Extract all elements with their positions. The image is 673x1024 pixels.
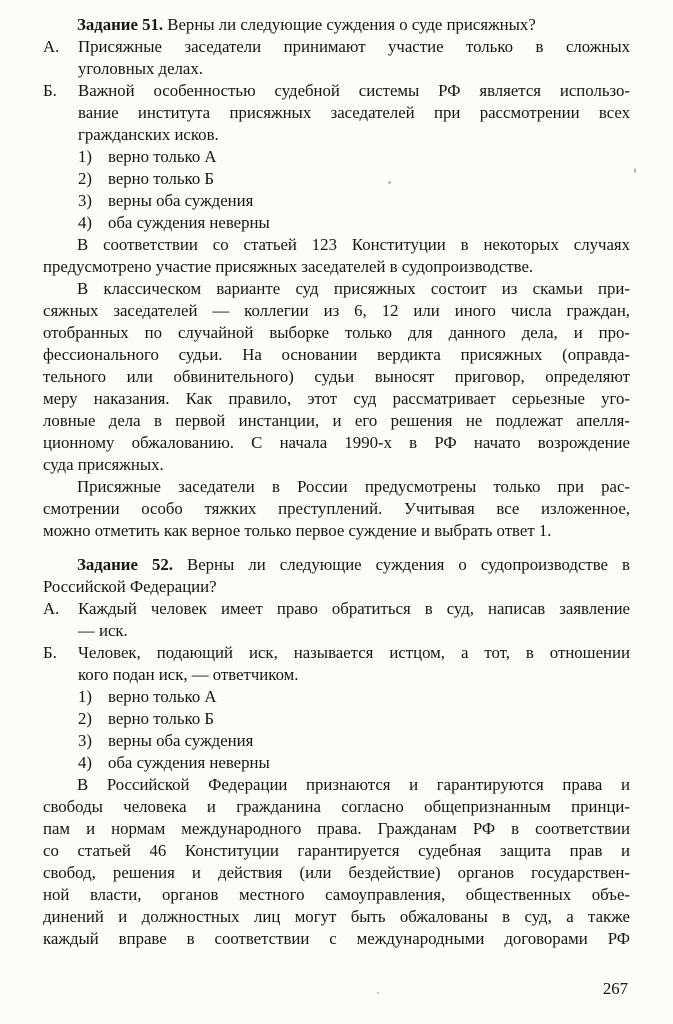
paragraph — [43, 476, 630, 542]
option-label: верны оба суждения — [108, 731, 254, 750]
paragraph-line: отобранных по случайной выборке только для данного дела, и про- — [43, 323, 630, 342]
task-2 — [43, 554, 630, 950]
task-title — [43, 554, 630, 598]
option-number: 3) — [78, 731, 92, 750]
answer-option — [78, 686, 630, 708]
option-number: 3) — [78, 191, 92, 210]
paragraph-line: фессионального судьи. На основании вердикта присяжных (оправда- — [43, 345, 630, 364]
task-1 — [43, 14, 630, 542]
paragraph-line: суда присяжных. — [43, 455, 164, 474]
paragraph-line: В Российской Федерации признаются и гарантируются права и — [77, 775, 630, 794]
paragraph — [43, 774, 630, 950]
statement-label: Б. — [43, 643, 57, 662]
page-body — [43, 14, 630, 950]
statement — [43, 80, 630, 146]
paragraph-line: смотрении особо тяжких преступлений. Учитывая все изложенное, — [43, 499, 630, 518]
statement-text — [78, 598, 630, 642]
option-label: верны оба суждения — [108, 191, 254, 210]
paragraph-line: каждый вправе в соответствии с международными договорами РФ — [43, 929, 630, 948]
option-number: 1) — [78, 147, 92, 166]
option-label: верно только А — [108, 147, 217, 166]
paragraph-line: динений и должностных лиц могут быть обжалованы в суд, а также — [43, 907, 630, 926]
paragraph-line: свободы человека и гражданина согласно общепризнанным принци- — [43, 797, 630, 816]
paragraph-line: В классическом варианте суд присяжных состоит из скамьи при- — [77, 279, 630, 298]
task-title-line: Российской Федерации? — [43, 577, 217, 596]
option-number: 2) — [78, 169, 92, 188]
statement — [43, 598, 630, 642]
paragraph-line: предусмотрено участие присяжных заседателей в судопроизводстве. — [43, 257, 534, 276]
answer-option — [78, 190, 630, 212]
statement-label: А. — [43, 599, 60, 618]
statement-line: — иск. — [78, 621, 128, 640]
paragraph-line: тельного или обвинительного) судьи выносят приговор, определяют — [43, 367, 630, 386]
paragraph-line: В соответствии со статьей 123 Конституции в некоторых случаях — [77, 235, 630, 254]
statement — [43, 36, 630, 80]
option-number: 4) — [78, 753, 92, 772]
answer-option — [78, 168, 630, 190]
page-number: 267 — [602, 979, 628, 998]
paragraph-line: свобод, решения и действия (или бездействие) органов государствен- — [43, 863, 630, 882]
statement-line: Важной особенностью судебной системы РФ является использо- — [78, 81, 630, 100]
paragraph-line: ционному обжалованию. С начала 1990-х в РФ начато возрождение — [43, 433, 630, 452]
statement-label: А. — [43, 37, 60, 56]
statement-line: Присяжные заседатели принимают участие только в сложных — [78, 37, 630, 56]
paragraph-line: ловные дела в первой инстанции, и его решения не подлежат апелля- — [43, 411, 630, 430]
options-list — [43, 146, 630, 234]
statement-line: Каждый человек имеет право обратиться в суд, написав заявление — [78, 599, 630, 618]
statement — [43, 642, 630, 686]
task-title-line: Задание 52. Верны ли следующие суждения о судопроизводстве в — [77, 555, 630, 574]
answer-option — [78, 730, 630, 752]
paragraph-line: Присяжные заседатели в России предусмотрены только при рас- — [77, 477, 630, 496]
option-label: верно только Б — [108, 169, 215, 188]
task-number: Задание 52. — [77, 555, 173, 574]
task-number: Задание 51. — [77, 15, 164, 34]
statement-line: вание института присяжных заседателей при рассмотрении всех — [78, 103, 630, 122]
options-list — [43, 686, 630, 774]
statement-line: кого подан иск, — ответчиком. — [78, 665, 299, 684]
task-title-line: Задание 51. Верны ли следующие суждения о суде присяжных? — [77, 15, 536, 34]
answer-option — [78, 752, 630, 774]
answer-option — [78, 212, 630, 234]
option-number: 4) — [78, 213, 92, 232]
option-label: верно только А — [108, 687, 217, 706]
statement-line: Человек, подающий иск, называется истцом, а тот, в отношении — [78, 643, 630, 662]
answer-option — [78, 146, 630, 168]
answer-option — [78, 708, 630, 730]
statement-text — [78, 36, 630, 80]
paragraph-line: ной власти, органов местного самоуправления, общественных объе- — [43, 885, 630, 904]
option-number: 2) — [78, 709, 92, 728]
statement-text — [78, 642, 630, 686]
paragraph-line: сяжных заседателей — коллегии из 6, 12 или иного числа граждан, — [43, 301, 630, 320]
statement-line: гражданских исков. — [78, 125, 219, 144]
scan-speck — [377, 992, 379, 994]
task-title — [43, 14, 630, 36]
paragraph-line: пам и нормам международного права. Гражданам РФ в соответствии — [43, 819, 630, 838]
option-label: оба суждения неверны — [108, 213, 270, 232]
paragraph — [43, 278, 630, 476]
paragraph — [43, 234, 630, 278]
statement-label: Б. — [43, 81, 57, 100]
paragraph-line: меру наказания. Как правило, этот суд рассматривает серьезные уго- — [43, 389, 630, 408]
paragraph-line: можно отметить как верное только первое суждение и выбрать ответ 1. — [43, 521, 552, 540]
statement-line: уголовных делах. — [78, 59, 203, 78]
option-number: 1) — [78, 687, 92, 706]
statement-text — [78, 80, 630, 146]
option-label: верно только Б — [108, 709, 215, 728]
scan-speck — [388, 181, 391, 184]
option-label: оба суждения неверны — [108, 753, 270, 772]
paragraph-line: со статьей 46 Конституции гарантируется судебная защита прав и — [43, 841, 630, 860]
scan-speck — [634, 168, 636, 173]
